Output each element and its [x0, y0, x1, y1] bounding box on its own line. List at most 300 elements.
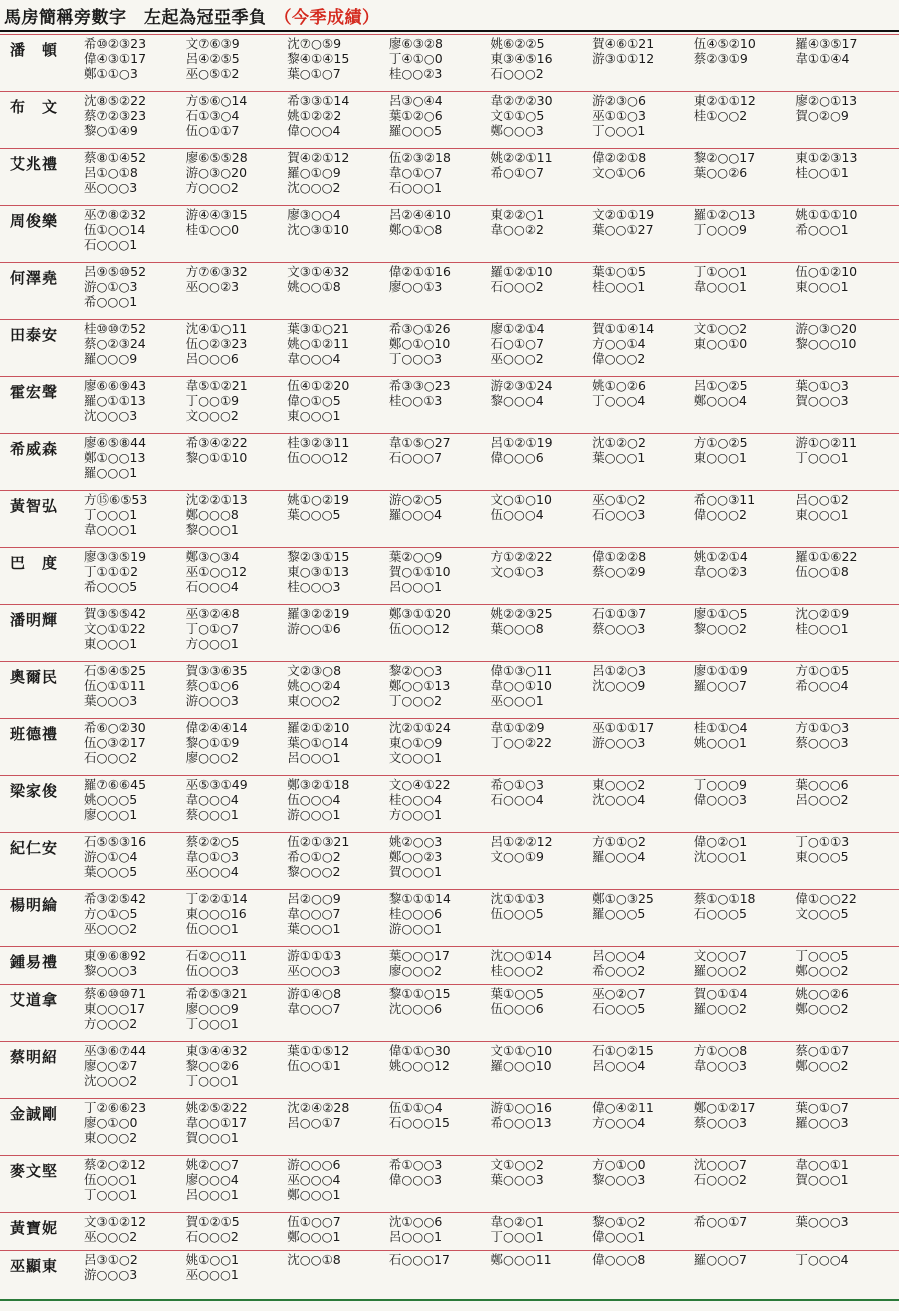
- stable-record: [592, 408, 694, 423]
- stable-record: 沈②①①24: [388, 720, 451, 735]
- stable-record: 巫①①①17: [592, 720, 655, 735]
- stable-record: [694, 1229, 796, 1244]
- stable-record: [592, 636, 694, 651]
- jockey-section: [0, 1155, 899, 1212]
- stable-record: 石○○○15: [388, 1115, 451, 1130]
- stable-record: 游②③○6: [592, 93, 646, 108]
- stable-record: 偉○①○5: [287, 393, 341, 408]
- stable-record: 東○○○17: [84, 1001, 146, 1016]
- stable-record: 賀①①④14: [592, 321, 655, 336]
- stable-record: 黎○①①9: [185, 735, 240, 750]
- stable-record: 呂①②①19: [490, 435, 553, 450]
- stable-record: 廖○①○0: [84, 1115, 138, 1130]
- stable-record: 伍○①①11: [84, 678, 146, 693]
- jockey-name: 艾兆禮: [10, 155, 59, 173]
- stable-record: 韋②⑦②30: [490, 93, 553, 108]
- stable-record: 羅○○○2: [693, 1001, 747, 1016]
- stable-record: 羅○○○7: [693, 678, 747, 693]
- stable-record: 文○○○1: [388, 750, 443, 765]
- jockey-name: 蔡明紹: [10, 1048, 59, 1066]
- stable-record: 巫①①○3: [592, 108, 646, 123]
- stable-record: 黎○①④9: [84, 123, 138, 138]
- stable-record: 蔡○○○3: [592, 621, 646, 636]
- stable-record: 沈○○○7: [693, 1157, 747, 1172]
- stable-record: [491, 408, 593, 423]
- stable-record: 游○○○1: [388, 921, 443, 936]
- bottom-rule: [0, 1299, 899, 1301]
- stable-record-grid: [84, 264, 897, 309]
- stable-record: [795, 1187, 897, 1202]
- stable-record: 韋○○○4: [185, 792, 239, 807]
- stable-record: 沈②②①13: [185, 492, 248, 507]
- stable-record: 偉④③①17: [84, 51, 147, 66]
- stable-record: 桂⑩⑩⑦52: [84, 321, 147, 336]
- stable-record: 呂④②⑤5: [185, 51, 240, 66]
- stable-record: 希○○③11: [693, 492, 756, 507]
- stable-record: 韋○○○7: [287, 906, 341, 921]
- stable-record: [592, 864, 694, 879]
- stable-record: 丁○○○1: [592, 123, 646, 138]
- stable-record: 姚①①①10: [795, 207, 858, 222]
- stable-record: [389, 1073, 491, 1088]
- stable-record: 韋○○○7: [287, 1001, 341, 1016]
- stable-record: 葉○○①27: [592, 222, 654, 237]
- stable-record: [694, 465, 796, 480]
- stable-record: 石○○○1: [388, 180, 443, 195]
- jockey-name: 黃寶妮: [10, 1219, 59, 1237]
- stable-record: 伍○○○6: [490, 1001, 544, 1016]
- stable-record: 桂○○②3: [388, 66, 443, 81]
- stable-record: 文⑦⑥③9: [185, 36, 240, 51]
- stable-record: 文○○○5: [795, 906, 849, 921]
- stable-record: 羅○○○9: [84, 351, 138, 366]
- stable-record: [694, 750, 796, 765]
- stable-record: 伍○○①1: [287, 1058, 341, 1073]
- stable-record: 羅○○○4: [388, 507, 443, 522]
- stable-record: 沈○○○2: [84, 1073, 138, 1088]
- stable-record: 希○○○1: [795, 222, 849, 237]
- stable-record: [795, 921, 897, 936]
- stable-record: 希○①○7: [490, 165, 544, 180]
- stable-record: 黎○①①10: [185, 450, 248, 465]
- stable-record: 姚○○②4: [287, 678, 341, 693]
- stable-record: [694, 636, 796, 651]
- stable-record: 沈○○○2: [287, 180, 341, 195]
- jockey-name: 周俊樂: [10, 212, 59, 230]
- stable-record: 姚①②②2: [287, 108, 342, 123]
- stable-record: 伍○①①7: [185, 123, 240, 138]
- stable-record: [795, 636, 897, 651]
- stable-record: 東③④⑤16: [490, 51, 553, 66]
- stable-record: 黎○○○3: [592, 1172, 646, 1187]
- stable-record: 東②②○1: [490, 207, 545, 222]
- stable-record: 丁○○○9: [693, 777, 747, 792]
- stable-record: 游○○○3: [592, 735, 646, 750]
- stable-record: 東②①①12: [693, 93, 756, 108]
- stable-record: 游○③○20: [795, 321, 857, 336]
- stable-record: 方⑤⑥○14: [185, 93, 248, 108]
- stable-record: 偉①○○22: [795, 891, 857, 906]
- stable-record: [491, 864, 593, 879]
- stable-record-grid: [84, 492, 897, 537]
- stable-record: [287, 465, 389, 480]
- stable-record: 方○①○0: [592, 1157, 646, 1172]
- stable-record: [491, 579, 593, 594]
- stable-record: 姚②②③25: [490, 606, 553, 621]
- stable-record: 巫○⑤①2: [185, 66, 240, 81]
- stable-record: 伍②③②18: [388, 150, 451, 165]
- stable-record: 廖③③⑤19: [84, 549, 147, 564]
- stable-record: 羅○○○10: [490, 1058, 552, 1073]
- stable-record: [694, 1016, 796, 1031]
- stable-record: 桂○○○4: [388, 792, 443, 807]
- stable-record: 沈①②○2: [592, 435, 646, 450]
- jockey-name: 希威森: [10, 440, 59, 458]
- stable-record: [491, 294, 593, 309]
- stable-record: 鄭③②①18: [287, 777, 350, 792]
- stable-record: 賀④②①12: [287, 150, 350, 165]
- stable-record: [795, 1267, 897, 1282]
- stable-record: 丁○○○1: [490, 1229, 544, 1244]
- stable-record: [389, 294, 491, 309]
- jockey-name: 巫顯東: [10, 1257, 59, 1275]
- stable-record: [491, 522, 593, 537]
- stable-record: 桂○○○3: [287, 579, 341, 594]
- jockey-section: [0, 1041, 899, 1098]
- stable-record: 偉○○○2: [592, 351, 646, 366]
- jockey-name: 艾道拿: [10, 991, 59, 1009]
- stable-record: 姚②○○3: [388, 834, 443, 849]
- stable-record: 賀③⑤⑤42: [84, 606, 147, 621]
- stable-record: 伍○③②17: [84, 735, 146, 750]
- stable-record: 蔡②○②12: [84, 1157, 146, 1172]
- stable-record: 石①○②15: [592, 1043, 654, 1058]
- stable-record: 韋○○①17: [185, 1115, 248, 1130]
- stable-record: 黎①①①14: [388, 891, 451, 906]
- stable-record: 巫○○○4: [287, 1172, 341, 1187]
- stable-record: 東○○○1: [693, 450, 747, 465]
- stable-record: 桂③②③11: [287, 435, 350, 450]
- stable-record: [795, 66, 897, 81]
- stable-record: 賀④⑥①21: [592, 36, 655, 51]
- jockey-section: [0, 262, 899, 319]
- stable-record: 東○○○2: [287, 693, 341, 708]
- stable-record: 偉①①○30: [388, 1043, 451, 1058]
- stable-record-grid: [84, 1157, 897, 1202]
- stable-record: 文○①○3: [490, 564, 544, 579]
- stable-record: 鄭○○○8: [185, 507, 239, 522]
- stable-record: 巫○①○2: [592, 492, 646, 507]
- stable-record: [795, 1130, 897, 1145]
- stable-record: 韋○○○4: [287, 351, 341, 366]
- stable-record: 黎○○○3: [84, 963, 138, 978]
- stable-record: [491, 465, 593, 480]
- stable-record: 石○○○2: [490, 66, 544, 81]
- stable-record: 鄭①①○3: [84, 66, 138, 81]
- stable-record: [592, 465, 694, 480]
- stable-record: 希○○○2: [592, 963, 646, 978]
- stable-record: 沈○○○3: [84, 408, 138, 423]
- jockey-section: [0, 319, 899, 376]
- stable-record: 伍①○○7: [287, 1214, 341, 1229]
- stable-record: [287, 1016, 389, 1031]
- stable-record: 羅○○○5: [592, 906, 646, 921]
- stable-record: 方①○②5: [693, 435, 748, 450]
- stable-record: 伍①○○14: [84, 222, 146, 237]
- stable-record: 羅①①⑥22: [795, 549, 858, 564]
- stable-record: 賀○○○1: [388, 864, 443, 879]
- stable-record: [491, 750, 593, 765]
- stable-record: [389, 636, 491, 651]
- stable-record: 游○○①6: [287, 621, 341, 636]
- stable-record-grid: [84, 834, 897, 879]
- stable-record: 希○○○4: [795, 678, 849, 693]
- stable-record: 文○①○6: [592, 165, 646, 180]
- stable-record: [389, 1016, 491, 1031]
- stable-record: 廖①②①4: [490, 321, 545, 336]
- stable-record: 游○○○3: [84, 1267, 138, 1282]
- stable-record: 文①○○2: [693, 321, 748, 336]
- stable-record-grid: [84, 1214, 897, 1244]
- stable-record: [694, 180, 796, 195]
- stable-record: 葉○①○7: [287, 66, 341, 81]
- stable-record: [592, 294, 694, 309]
- stable-record: 文①①○10: [490, 1043, 553, 1058]
- stable-record: 伍○○○1: [84, 1172, 138, 1187]
- stable-record: 鄭○○○11: [490, 1252, 552, 1267]
- stable-record: 姚⑥②②5: [490, 36, 545, 51]
- stable-record: 文①○○2: [490, 1157, 544, 1172]
- stable-record: [592, 807, 694, 822]
- stable-record: 黎②○○3: [388, 663, 443, 678]
- stable-record: [694, 579, 796, 594]
- jockey-name: 霍宏聲: [10, 383, 59, 401]
- stable-record: 石○①○7: [490, 336, 544, 351]
- stable-record: 方○○○1: [388, 807, 443, 822]
- stable-record: 希②⑤③21: [185, 986, 248, 1001]
- stable-record: 丁○○○3: [388, 351, 443, 366]
- stable-record: [592, 1073, 694, 1088]
- stable-record: 希○①○3: [490, 777, 544, 792]
- stable-record: 呂○○○6: [185, 351, 239, 366]
- stable-record: 蔡○○②9: [592, 564, 646, 579]
- stable-record: 桂○○○1: [795, 621, 849, 636]
- stable-record: 巫③⑥⑦44: [84, 1043, 147, 1058]
- stable-record: 鄭○①○10: [388, 336, 451, 351]
- stable-record: 黎○○○2: [693, 621, 747, 636]
- stable-record: [592, 66, 694, 81]
- jockey-section: [0, 1098, 899, 1155]
- stable-record: 游①○○16: [490, 1100, 552, 1115]
- stable-record: 沈⑦○⑤9: [287, 36, 342, 51]
- stable-record: 東○○○2: [84, 1130, 138, 1145]
- stable-record: [389, 237, 491, 252]
- stable-record: 丁○①○7: [185, 621, 240, 636]
- stable-record: 蔡②③①9: [693, 51, 748, 66]
- stable-record: 黎○○○1: [185, 522, 239, 537]
- stable-record: 葉○○○3: [84, 693, 138, 708]
- jockey-section: [0, 832, 899, 889]
- stable-record: [491, 1130, 593, 1145]
- stable-record: [592, 1267, 694, 1282]
- stable-record: 游③①①12: [592, 51, 655, 66]
- stable-record: 東○○○1: [795, 279, 849, 294]
- stable-record: 巫①○○12: [185, 564, 248, 579]
- stable-record-grid: [84, 435, 897, 480]
- stable-record: 羅○①①13: [84, 393, 146, 408]
- stable-record: 方○○○4: [592, 1115, 646, 1130]
- stable-record: 巫③②④8: [185, 606, 240, 621]
- stable-record: 姚②②①11: [490, 150, 553, 165]
- jockey-name: 布 文: [10, 98, 59, 116]
- stable-record: 葉○○○6: [795, 777, 849, 792]
- stable-record: 鄭○○○1: [287, 1187, 341, 1202]
- stable-record: 蔡⑧①④52: [84, 150, 147, 165]
- stable-record: 伍④⑤②10: [693, 36, 756, 51]
- stable-record-grid: [84, 1100, 897, 1145]
- stable-record: [694, 1130, 796, 1145]
- stable-record: 丁○○○2: [388, 693, 443, 708]
- jockey-section: [0, 91, 899, 148]
- header-rule: [0, 30, 899, 32]
- stable-record: 黎○○○2: [287, 864, 341, 879]
- stable-record: [795, 294, 897, 309]
- stable-record: 方○○○1: [185, 636, 239, 651]
- stable-record: 韋○①○7: [388, 165, 443, 180]
- stable-record: 黎○○②6: [185, 1058, 240, 1073]
- stable-record: 伍④①②20: [287, 378, 350, 393]
- stable-record: 羅○○○1: [84, 465, 138, 480]
- jockey-section: [0, 775, 899, 832]
- stable-record: 姚○○①8: [287, 279, 341, 294]
- stable-record-grid: [84, 606, 897, 651]
- stable-record: 丁○○○4: [592, 393, 646, 408]
- jockey-section: [0, 547, 899, 604]
- stable-record: 呂②④④10: [388, 207, 451, 222]
- stable-record: 姚○○○12: [388, 1058, 451, 1073]
- stable-record: 伍○○○4: [287, 792, 341, 807]
- stable-record: 石○○○2: [185, 1229, 239, 1244]
- stable-record: 巫○○②3: [185, 279, 240, 294]
- stable-record: 石○○○2: [490, 279, 544, 294]
- jockey-section: [0, 661, 899, 718]
- stable-record: 文③①②12: [84, 1214, 147, 1229]
- stable-record: [389, 465, 491, 480]
- stable-record: [795, 807, 897, 822]
- stable-record: 葉○○②6: [693, 165, 748, 180]
- stable-record: 希⑥○②30: [84, 720, 146, 735]
- stable-record: 鄭③①①20: [388, 606, 451, 621]
- jockey-name: 紀仁安: [10, 839, 59, 857]
- stable-record: 韋○○①10: [490, 678, 552, 693]
- stable-record: [795, 1073, 897, 1088]
- stable-record-grid: [84, 150, 897, 195]
- stable-record: 伍○①②10: [795, 264, 858, 279]
- stable-record: 希③④②22: [185, 435, 248, 450]
- stable-record: [592, 237, 694, 252]
- stable-record: 沈①○○6: [388, 1214, 443, 1229]
- stable-record: 蔡①○①18: [693, 891, 756, 906]
- stable-record: [795, 1229, 897, 1244]
- jockey-name: 楊明綸: [10, 896, 59, 914]
- stable-record: 賀○①①4: [693, 986, 748, 1001]
- stable-record: 游②③①24: [490, 378, 553, 393]
- stable-record: 羅○○○4: [592, 849, 646, 864]
- stable-record: 桂○○①3: [388, 393, 443, 408]
- stable-record: [287, 636, 389, 651]
- stable-record: 葉○○○3: [490, 1172, 544, 1187]
- stable-record: 廖⑥⑤⑤28: [185, 150, 248, 165]
- stable-record: 巫○○○2: [84, 1229, 138, 1244]
- jockey-section: [0, 1212, 899, 1250]
- jockey-section: [0, 1250, 899, 1288]
- season-note: （今季成績）: [274, 7, 380, 28]
- stable-record: 鄭○○②3: [388, 849, 443, 864]
- stable-record: 丁○○②22: [490, 735, 552, 750]
- stable-record: 丁②②①14: [185, 891, 248, 906]
- stable-record: 文○④①22: [388, 777, 451, 792]
- stable-record: 桂○○○6: [388, 906, 443, 921]
- stable-record: 石○○○17: [388, 1252, 451, 1267]
- page-title: 馬房簡稱旁數字 左起為冠亞季負: [4, 7, 267, 28]
- stable-record: 方①①○2: [592, 834, 646, 849]
- jockey-section: [0, 433, 899, 490]
- stable-record: 沈○○○9: [592, 678, 646, 693]
- stable-record: 葉○○○17: [388, 948, 451, 963]
- stable-record: 羅③②②19: [287, 606, 350, 621]
- stable-record: [795, 693, 897, 708]
- stable-record: 賀○①①10: [388, 564, 451, 579]
- stable-record: [694, 1267, 796, 1282]
- stable-record: 石○○○5: [592, 1001, 646, 1016]
- stable-record: 希③②⑤42: [84, 891, 147, 906]
- stable-record: 呂⑨⑤⑩52: [84, 264, 147, 279]
- stable-record-grid: [84, 1252, 897, 1282]
- stable-record: 東○○○1: [287, 408, 341, 423]
- stable-record: [592, 1130, 694, 1145]
- jockey-section: [0, 889, 899, 946]
- stable-record: 姚①○②19: [287, 492, 349, 507]
- stable-record: 希○○○1: [84, 294, 138, 309]
- stable-record: 韋○①○3: [185, 849, 240, 864]
- stable-record: 巫○○○2: [490, 351, 544, 366]
- stable-record: 巫○②○7: [592, 986, 646, 1001]
- stable-record: 桂①①○4: [693, 720, 748, 735]
- stable-record: 蔡○②③24: [84, 336, 146, 351]
- stable-record: 廖○○②7: [84, 1058, 138, 1073]
- stable-record: 巫○○○1: [185, 1267, 239, 1282]
- stable-record: [694, 351, 796, 366]
- stable-record: 沈○○①14: [490, 948, 552, 963]
- stable-record: 桂○○○1: [592, 279, 646, 294]
- stable-record: 鄭○○①13: [388, 678, 451, 693]
- stable-record: 廖③○○4: [287, 207, 341, 222]
- stable-record: 伍○○○5: [490, 906, 544, 921]
- stable-record-grid: [84, 891, 897, 936]
- stable-record: 韋⑤①②21: [185, 378, 248, 393]
- stable-record: 伍○○○3: [185, 963, 239, 978]
- stable-record: 巫○○○2: [84, 921, 138, 936]
- jockey-name: 鍾易禮: [10, 953, 59, 971]
- stable-record: [491, 237, 593, 252]
- stable-record: 廖○○○9: [185, 1001, 239, 1016]
- stable-record: 希⑩②③23: [84, 36, 147, 51]
- jockey-sections: [0, 34, 899, 1288]
- stable-record: 桂○○①1: [795, 165, 849, 180]
- stable-record: 葉②○○9: [388, 549, 443, 564]
- stable-record: 姚○①②11: [287, 336, 349, 351]
- stable-record: 葉○○○5: [84, 864, 138, 879]
